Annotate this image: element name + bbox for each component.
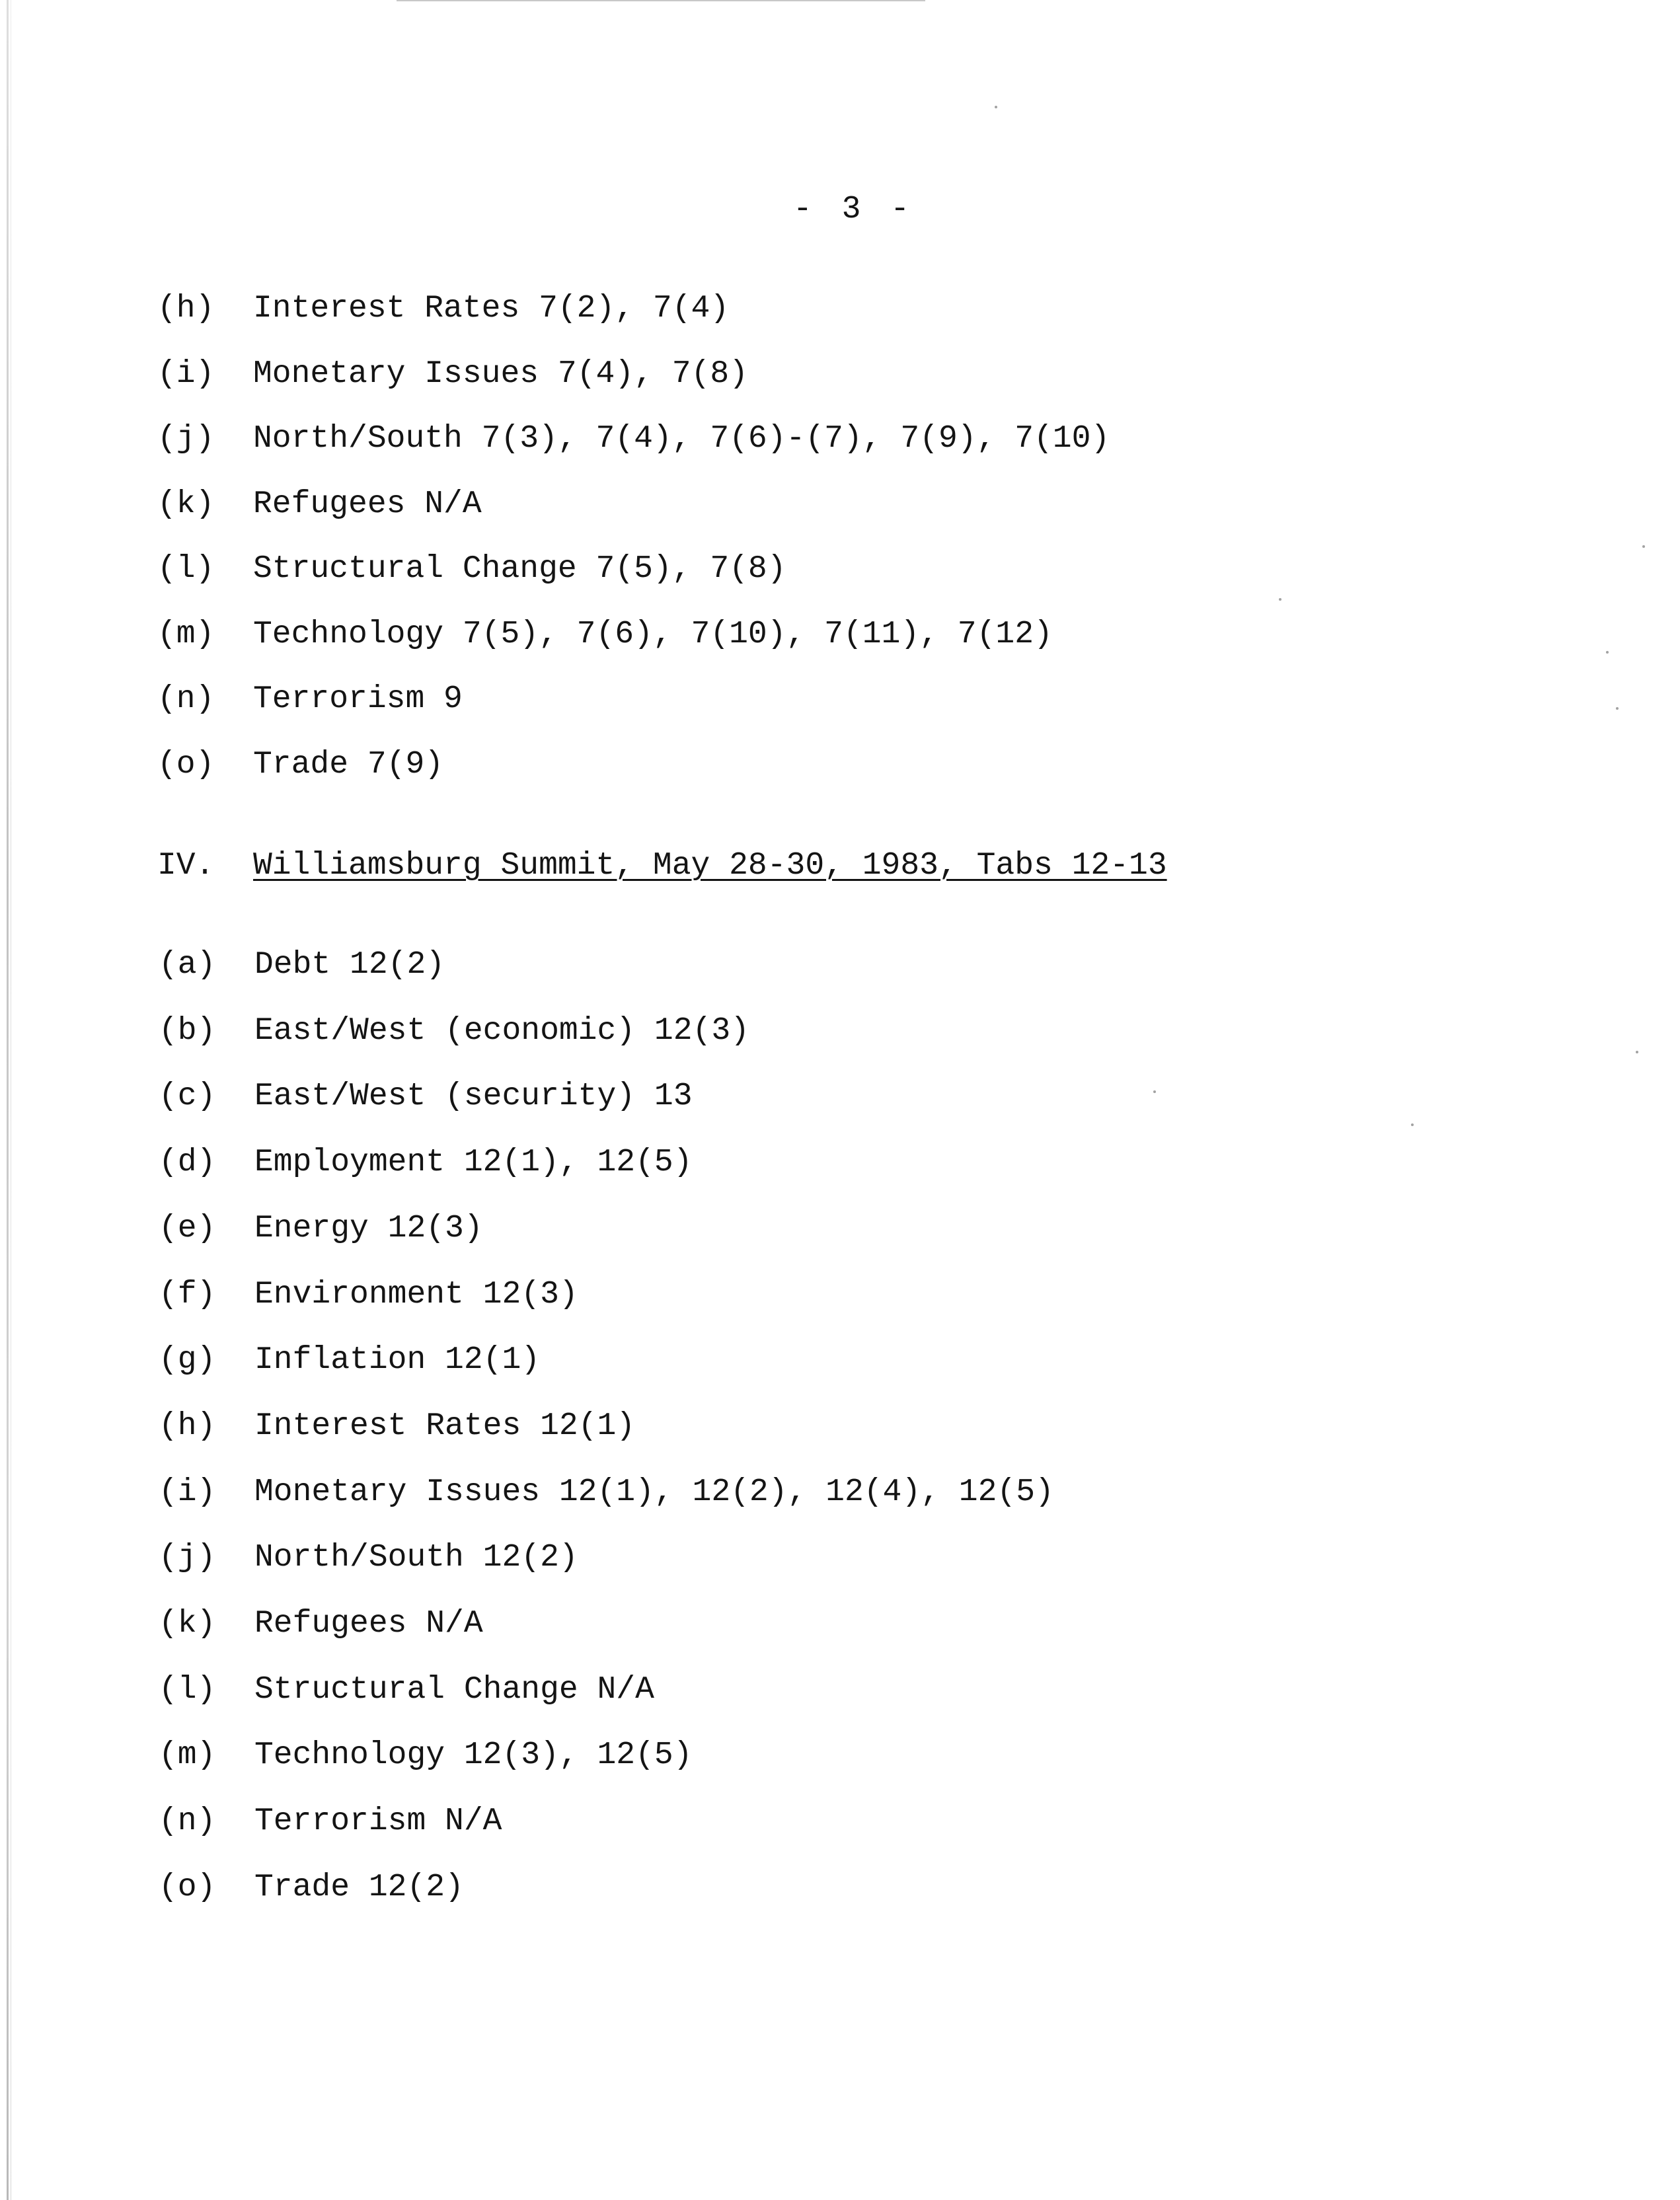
item-text: Terrorism N/A xyxy=(254,1803,502,1840)
item-label: (g) xyxy=(159,1342,216,1379)
item-label: (i) xyxy=(159,1474,216,1510)
item-text: Terrorism 9 xyxy=(253,681,463,717)
item-text: East/West (security) 13 xyxy=(254,1079,693,1115)
section-title: Williamsburg Summit, May 28-30, 1983, Tabs 12-13 xyxy=(253,848,1167,884)
item-text: Trade 7(9) xyxy=(253,746,444,782)
item-text: Debt 12(2) xyxy=(254,947,445,983)
item-text: Employment 12(1), 12(5) xyxy=(254,1145,693,1181)
item-text: Trade 12(2) xyxy=(254,1869,464,1905)
item-label: (m) xyxy=(159,1737,216,1774)
item-text: Environment 12(3) xyxy=(254,1276,578,1312)
item-label: (j) xyxy=(159,1540,216,1576)
page-number: - 3 - xyxy=(793,192,915,227)
item-label: (n) xyxy=(157,681,215,717)
item-text: Structural Change 7(5), 7(8) xyxy=(253,551,786,587)
item-text: North/South 12(2) xyxy=(254,1540,578,1576)
item-label: (k) xyxy=(157,486,215,522)
scan-speck xyxy=(1606,651,1609,654)
item-label: (n) xyxy=(159,1803,216,1840)
item-label: (f) xyxy=(159,1276,216,1312)
scan-speck xyxy=(1616,707,1619,710)
item-text: Structural Change N/A xyxy=(254,1671,654,1708)
scan-edge-line xyxy=(7,0,9,2200)
item-text: East/West (economic) 12(3) xyxy=(254,1012,749,1049)
item-text: Interest Rates 7(2), 7(4) xyxy=(253,291,730,326)
item-text: Technology 7(5), 7(6), 7(10), 7(11), 7(12) xyxy=(253,616,1053,652)
item-text: Inflation 12(1) xyxy=(254,1342,541,1379)
item-label: (o) xyxy=(157,746,215,782)
item-label: (a) xyxy=(159,947,216,983)
scan-speck xyxy=(995,106,997,108)
item-label: (m) xyxy=(157,616,215,652)
scan-speck xyxy=(1636,1051,1638,1053)
item-label: (b) xyxy=(159,1012,216,1049)
item-label: (h) xyxy=(159,1408,216,1444)
item-text: Refugees N/A xyxy=(253,486,482,522)
item-label: (j) xyxy=(157,421,215,457)
item-text: Technology 12(3), 12(5) xyxy=(254,1737,693,1774)
item-label: (l) xyxy=(159,1671,216,1708)
scan-speck xyxy=(1153,1090,1156,1093)
item-label: (l) xyxy=(157,551,215,587)
item-label: (c) xyxy=(159,1079,216,1115)
item-label: (d) xyxy=(159,1145,216,1181)
item-text: Monetary Issues 7(4), 7(8) xyxy=(253,356,748,392)
scan-speck xyxy=(1279,598,1281,601)
item-text: Refugees N/A xyxy=(254,1606,483,1642)
item-label: (e) xyxy=(159,1210,216,1246)
scan-speck xyxy=(1411,1123,1414,1126)
item-label: (o) xyxy=(159,1869,216,1905)
item-label: (i) xyxy=(157,356,215,392)
item-text: North/South 7(3), 7(4), 7(6)-(7), 7(9), 7(10) xyxy=(253,421,1110,457)
item-text: Monetary Issues 12(1), 12(2), 12(4), 12(5) xyxy=(254,1474,1054,1510)
item-text: Interest Rates 12(1) xyxy=(254,1408,636,1444)
item-text: Energy 12(3) xyxy=(254,1210,483,1246)
item-label: (h) xyxy=(157,291,215,326)
scan-top-line xyxy=(397,0,925,1)
item-label: (k) xyxy=(159,1606,216,1642)
scan-speck xyxy=(1642,545,1645,548)
section-number: IV. xyxy=(157,848,215,884)
